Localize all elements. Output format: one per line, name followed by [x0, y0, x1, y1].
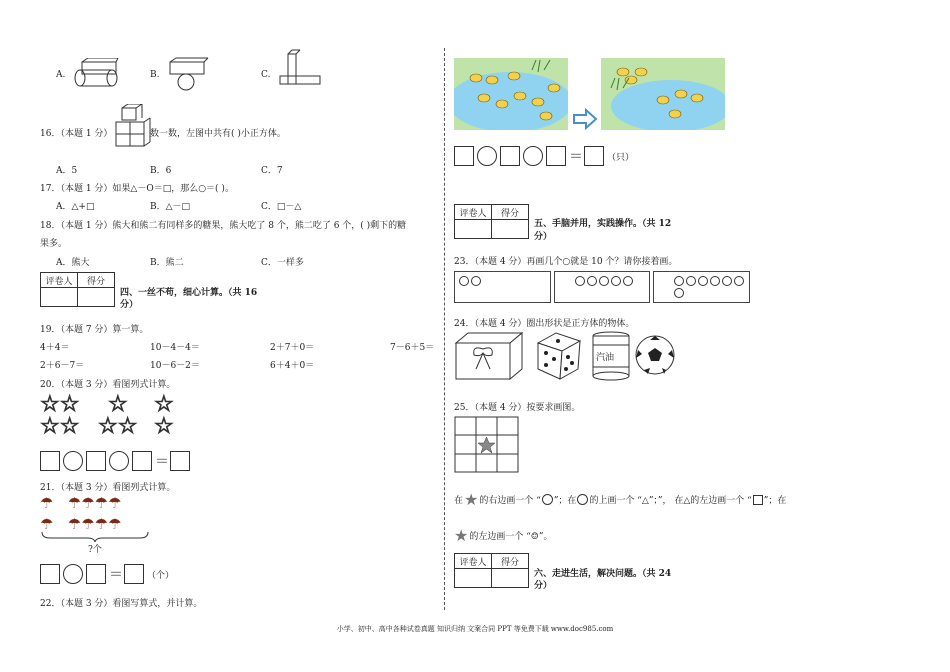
score-header: 得分 [78, 273, 115, 288]
q18-line2: 果多。 [40, 239, 68, 249]
grader-cell[interactable] [41, 288, 78, 307]
q17-stem: 17．（本题 1 分）如果△－O＝□，那么○＝( )。 [40, 184, 234, 194]
grader-header: 评卷人 [41, 273, 78, 288]
ducks-equation-boxes [454, 146, 634, 166]
stars-figure [40, 392, 180, 439]
q15-option-b-label: B. [150, 70, 160, 80]
operator-circle[interactable] [109, 451, 129, 471]
umbrella-icon: ☂ [40, 515, 54, 533]
circle-icon [623, 276, 633, 286]
star-icon: ☆ [154, 392, 174, 417]
q19-expr-1: 4＋4＝ [40, 343, 70, 353]
answer-box[interactable] [454, 146, 474, 166]
section5-title: 五、手脑并用，实践操作。（共 12 [534, 219, 672, 229]
circle-icon [459, 276, 469, 286]
circle-icon [542, 494, 553, 505]
operator-circle[interactable] [477, 146, 497, 166]
answer-box[interactable] [124, 564, 144, 584]
grid-3x3[interactable] [454, 416, 520, 474]
cylinder-cuboid-figure-a [68, 58, 120, 88]
page-footer: 小学、初中、高中各种试卷真题 知识归纳 文案合同 PPT 等免费下载 www.doc985.com [336, 625, 614, 633]
q25-inst-text: 的右边画一个 “ [479, 496, 541, 506]
q16-option-a: A．5 [56, 166, 78, 176]
answer-box[interactable] [40, 564, 60, 584]
operator-circle[interactable] [523, 146, 543, 166]
score-cell[interactable] [492, 569, 529, 588]
ducks-pond-picture-left [454, 58, 568, 130]
arrow-right-icon [572, 108, 598, 130]
score-header: 得分 [492, 554, 529, 569]
grader-cell[interactable] [455, 569, 492, 588]
q16-text: 数一数，左图中共有( )小正方体。 [150, 129, 286, 139]
circle-icon [722, 276, 732, 286]
q17-option-b: B．△－□ [150, 202, 191, 212]
circle-icon [734, 276, 744, 286]
circle-icon [686, 276, 696, 286]
barrel-label: 汽油 [596, 353, 615, 363]
answer-box[interactable] [500, 146, 520, 166]
q19-stem: 19．（本题 7 分）算一算。 [40, 325, 149, 335]
star-icon: ☆☆ [40, 392, 80, 417]
score-table-section6 [454, 553, 529, 588]
equals-sign: ＝ [109, 567, 123, 583]
star-icon: ★ [464, 490, 479, 509]
cuboid-sphere-figure-b [166, 56, 210, 92]
column-divider [444, 48, 445, 610]
q18-option-b: B．熊二 [150, 258, 184, 268]
q19-expr-7: 6＋4＋0＝ [270, 361, 315, 371]
q25-inst-text: 的左边画一个 “☺”。 [469, 532, 553, 542]
q21-stem: 21．（本题 3 分）看图列式计算。 [40, 483, 176, 493]
q16-option-b: B．6 [150, 166, 172, 176]
circle-box-1[interactable] [454, 271, 551, 303]
umbrella-icon: ☂☂☂☂ [67, 515, 122, 533]
cubes-figure [112, 104, 152, 148]
score-table-section4 [40, 272, 115, 307]
circle-icon [587, 276, 597, 286]
star-icon: ☆☆ [40, 414, 80, 439]
star-icon: ☆ [154, 414, 174, 439]
star-icon: ☆☆ [98, 414, 138, 439]
answer-box[interactable] [546, 146, 566, 166]
score-cell[interactable] [492, 220, 529, 239]
section5-title-cont: 分） [534, 232, 553, 242]
ducks-pond-picture-right [601, 58, 725, 130]
circle-icon [611, 276, 621, 286]
q25-instruction-line1 [454, 490, 786, 509]
q23-stem: 23．（本题 4 分）再画几个○就是 10 个？请你接着画。 [454, 257, 678, 267]
brace [40, 530, 150, 542]
equals-sign: ＝ [155, 454, 169, 470]
gift-box-picture[interactable] [454, 331, 524, 381]
q25-stem: 25．（本题 4 分）按要求画图。 [454, 403, 581, 413]
q18-option-a: A．熊大 [56, 258, 90, 268]
answer-box[interactable] [170, 451, 190, 471]
square-icon [753, 495, 763, 505]
l-shape-figure-c [276, 48, 324, 92]
q17-option-c: C．□－△ [261, 202, 302, 212]
q22-stem: 22．（本题 3 分）看图写算式，并计算。 [40, 599, 203, 609]
answer-box[interactable] [132, 451, 152, 471]
duck-unit: （只） [607, 152, 635, 163]
q19-expr-6: 10－6－2＝ [150, 361, 200, 371]
score-cell[interactable] [78, 288, 115, 307]
section4-title-cont: 分） [120, 300, 139, 310]
circle-icon [575, 276, 585, 286]
section6-title-cont: 分） [534, 581, 553, 591]
section4-title: 四、一丝不苟，细心计算。（共 16 [120, 288, 258, 298]
q15-option-a-label: A. [56, 70, 66, 80]
operator-circle[interactable] [63, 451, 83, 471]
star-icon: ☆ [108, 392, 128, 417]
umbrella-icon: ☂☂☂☂ [67, 494, 122, 512]
circle-icon [698, 276, 708, 286]
q21-equation-boxes [40, 564, 174, 584]
score-table-section5 [454, 204, 529, 239]
brace-label: ?个 [88, 545, 102, 555]
operator-circle[interactable] [63, 564, 83, 584]
q20-stem: 20．（本题 3 分）看图列式计算。 [40, 380, 176, 390]
q19-expr-4: 7－6＋5＝ [390, 343, 435, 353]
star-icon: ★ [454, 526, 469, 545]
q25-instruction-line2 [454, 526, 552, 545]
umbrella-icon: ☂ [40, 494, 54, 512]
q21-unit: （个） [147, 570, 175, 581]
q16-stem: 16．（本题 1 分） [40, 129, 113, 139]
q19-expr-3: 2＋7＋0＝ [270, 343, 315, 353]
circle-icon [674, 288, 684, 298]
answer-box[interactable] [86, 451, 106, 471]
equals-sign: ＝ [569, 149, 583, 165]
q16-option-c: C．7 [261, 166, 283, 176]
q15-option-c-label: C. [261, 70, 271, 80]
q25-inst-text: 在 [454, 496, 464, 506]
circle-icon [710, 276, 720, 286]
q18-line1: 18．（本题 1 分）熊大和熊二有同样多的糖果，熊大吃了 8 个，熊二吃了 6 个，( )剩下的糖 [40, 221, 407, 231]
answer-box[interactable] [86, 564, 106, 584]
q19-expr-5: 2＋6－7＝ [40, 361, 85, 371]
answer-box[interactable] [40, 451, 60, 471]
grader-cell[interactable] [455, 220, 492, 239]
circle-icon [577, 494, 588, 505]
circle-icon [674, 276, 684, 286]
q24-stem: 24．（本题 4 分）圈出形状是正方体的物体。 [454, 319, 635, 329]
q25-inst-text: ”；在 [763, 496, 787, 506]
q25-inst-text: ”；在 [553, 496, 577, 506]
circle-box-2[interactable] [554, 271, 650, 303]
section6-title: 六、走进生活，解决问题。（共 24 [534, 569, 672, 579]
q19-expr-2: 10－4－4＝ [150, 343, 200, 353]
answer-box[interactable] [584, 146, 604, 166]
circle-icon [471, 276, 481, 286]
grader-header: 评卷人 [455, 554, 492, 569]
grader-header: 评卷人 [455, 205, 492, 220]
q18-option-c: C．一样多 [261, 258, 304, 268]
score-header: 得分 [492, 205, 529, 220]
circle-box-3[interactable] [653, 271, 750, 303]
q20-equation-boxes [40, 451, 190, 471]
dice-picture[interactable] [534, 329, 584, 381]
circle-icon [599, 276, 609, 286]
soccer-ball-picture[interactable] [634, 334, 676, 376]
q25-inst-text: 的上画一个 “△”；”， 在△的左边画一个 “ [589, 496, 752, 506]
q17-option-a: A．△+□ [56, 202, 95, 212]
